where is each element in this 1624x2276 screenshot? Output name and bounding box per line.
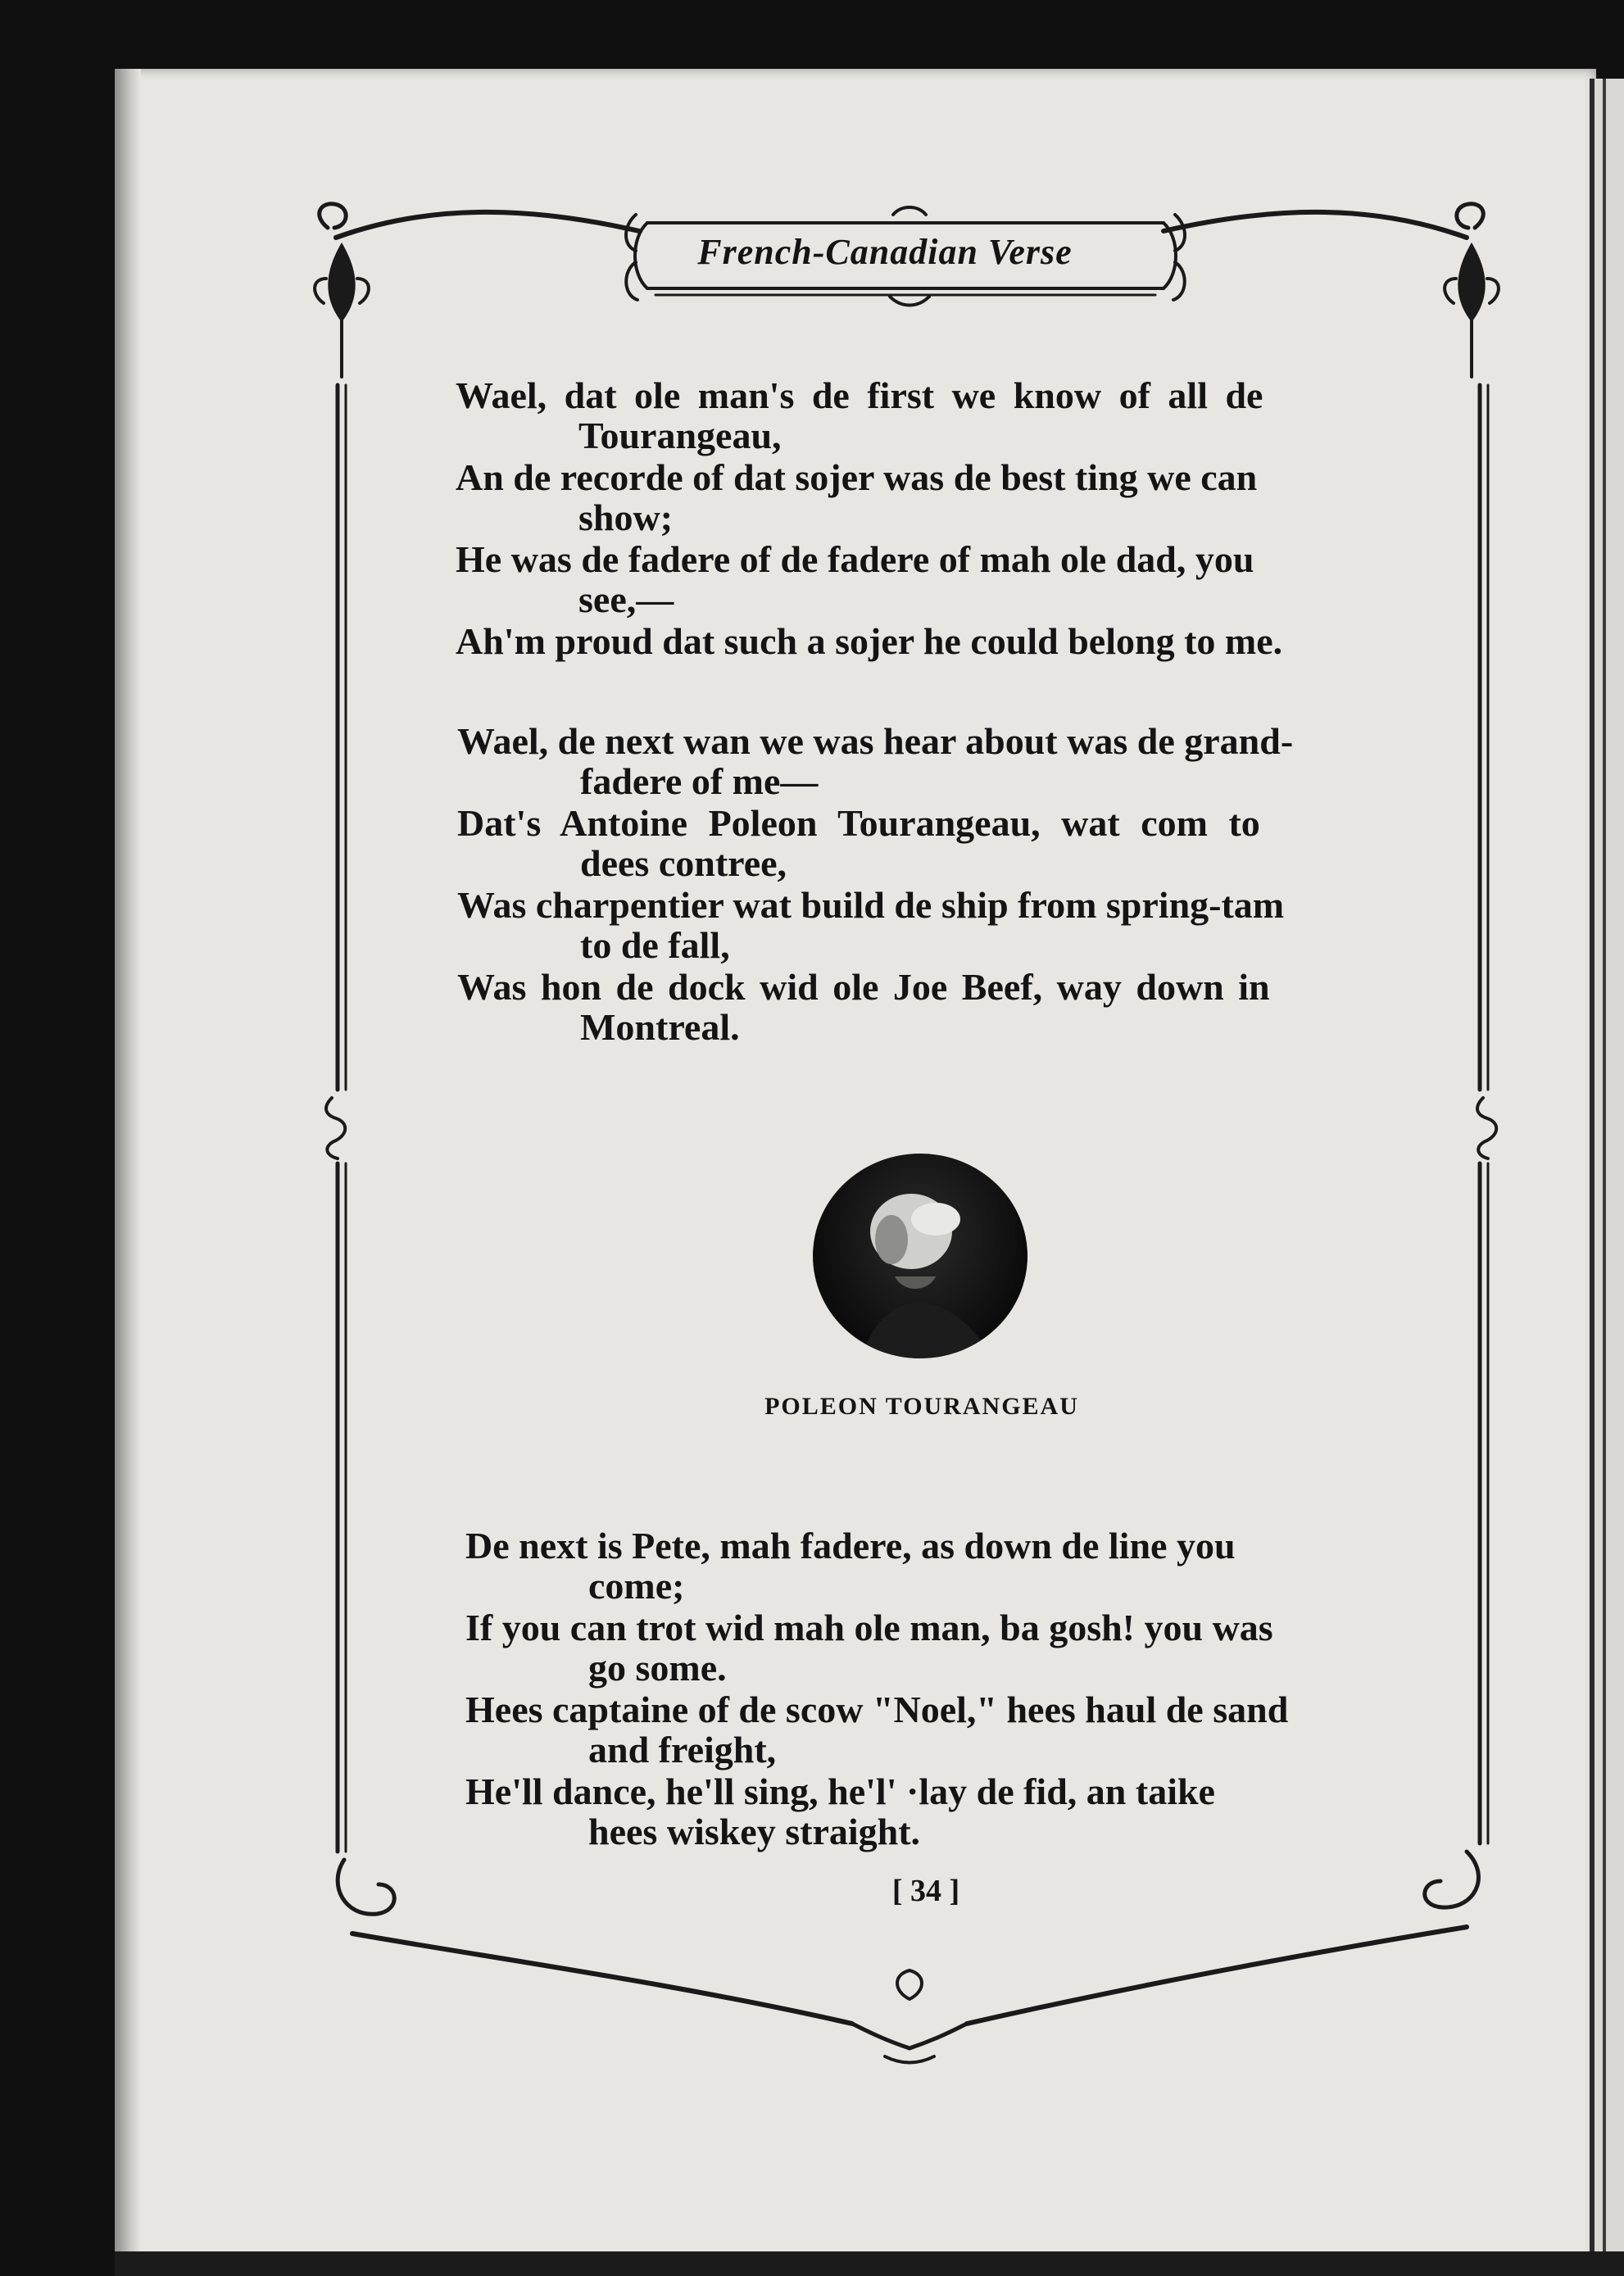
verse-line-text: Hees captaine of de scow "Noel," hees haul de sand [465,1689,1289,1730]
portrait-image [813,1154,1027,1358]
verse-line-continuation: go some. [588,1647,727,1689]
verse-line [465,1771,1288,1852]
verse-line-continuation: Montreal. [580,1006,740,1048]
verse-line-continuation: come; [588,1565,685,1607]
verse-line-text: If you can trot wid mah ole man, ba gosh! you was [465,1607,1273,1648]
verse-line-text: Dat's Antoine Poleon Tourangeau, wat com to [457,802,1260,844]
stanza-3 [465,1526,1288,1852]
verse-line [456,375,1282,456]
verse-line-text: Was hon de dock wid ole Joe Beef, way down in [457,966,1270,1008]
verse-line-continuation: dees contree, [580,842,787,884]
verse-line-text: Wael, de next wan we was hear about was de grand- [457,720,1294,762]
verse-line [457,803,1293,883]
verse-line-text: An de recorde of dat sojer was de best ting we can [456,456,1258,498]
verse-line-continuation: see,— [578,578,674,620]
running-title: French-Canadian Verse [697,232,1073,272]
verse-line-continuation: fadere of me— [580,760,819,802]
verse-line [457,721,1293,801]
verse-line [457,967,1293,1047]
stanza-1 [456,375,1282,662]
verse-line [456,539,1282,619]
verse-line [457,885,1293,965]
page-number: [ 34 ] [891,1874,960,1908]
verse-line [465,1607,1288,1688]
verse-line-text: He'll dance, he'll sing, he'l' ·lay de fid, an taike [465,1770,1215,1812]
stanza-2 [457,721,1293,1047]
portrait-caption: POLEON TOURANGEAU [764,1393,1079,1420]
verse-line-continuation: show; [578,496,674,538]
verse-line-text: Ah'm proud dat such a sojer he could belong to me. [456,620,1283,662]
verse-line-continuation: and freight, [588,1729,777,1770]
verse-line-text: Was charpentier wat build de ship from spring-tam [457,884,1285,926]
verse-line-continuation: hees wiskey straight. [588,1811,921,1852]
verse-line [456,621,1282,662]
verse-line-continuation: Tourangeau, [578,415,782,456]
verse-line [465,1526,1288,1606]
verse-line-text: He was de fadere of de fadere of mah ole dad, you [456,538,1254,580]
verse-line-text: De next is Pete, mah fadere, as down de line you [465,1525,1236,1566]
verse-line-continuation: to de fall, [580,924,730,966]
verse-line [465,1689,1288,1770]
verse-line-text: Wael, dat ole man's de first we know of all de [456,374,1263,416]
verse-line [456,457,1282,537]
